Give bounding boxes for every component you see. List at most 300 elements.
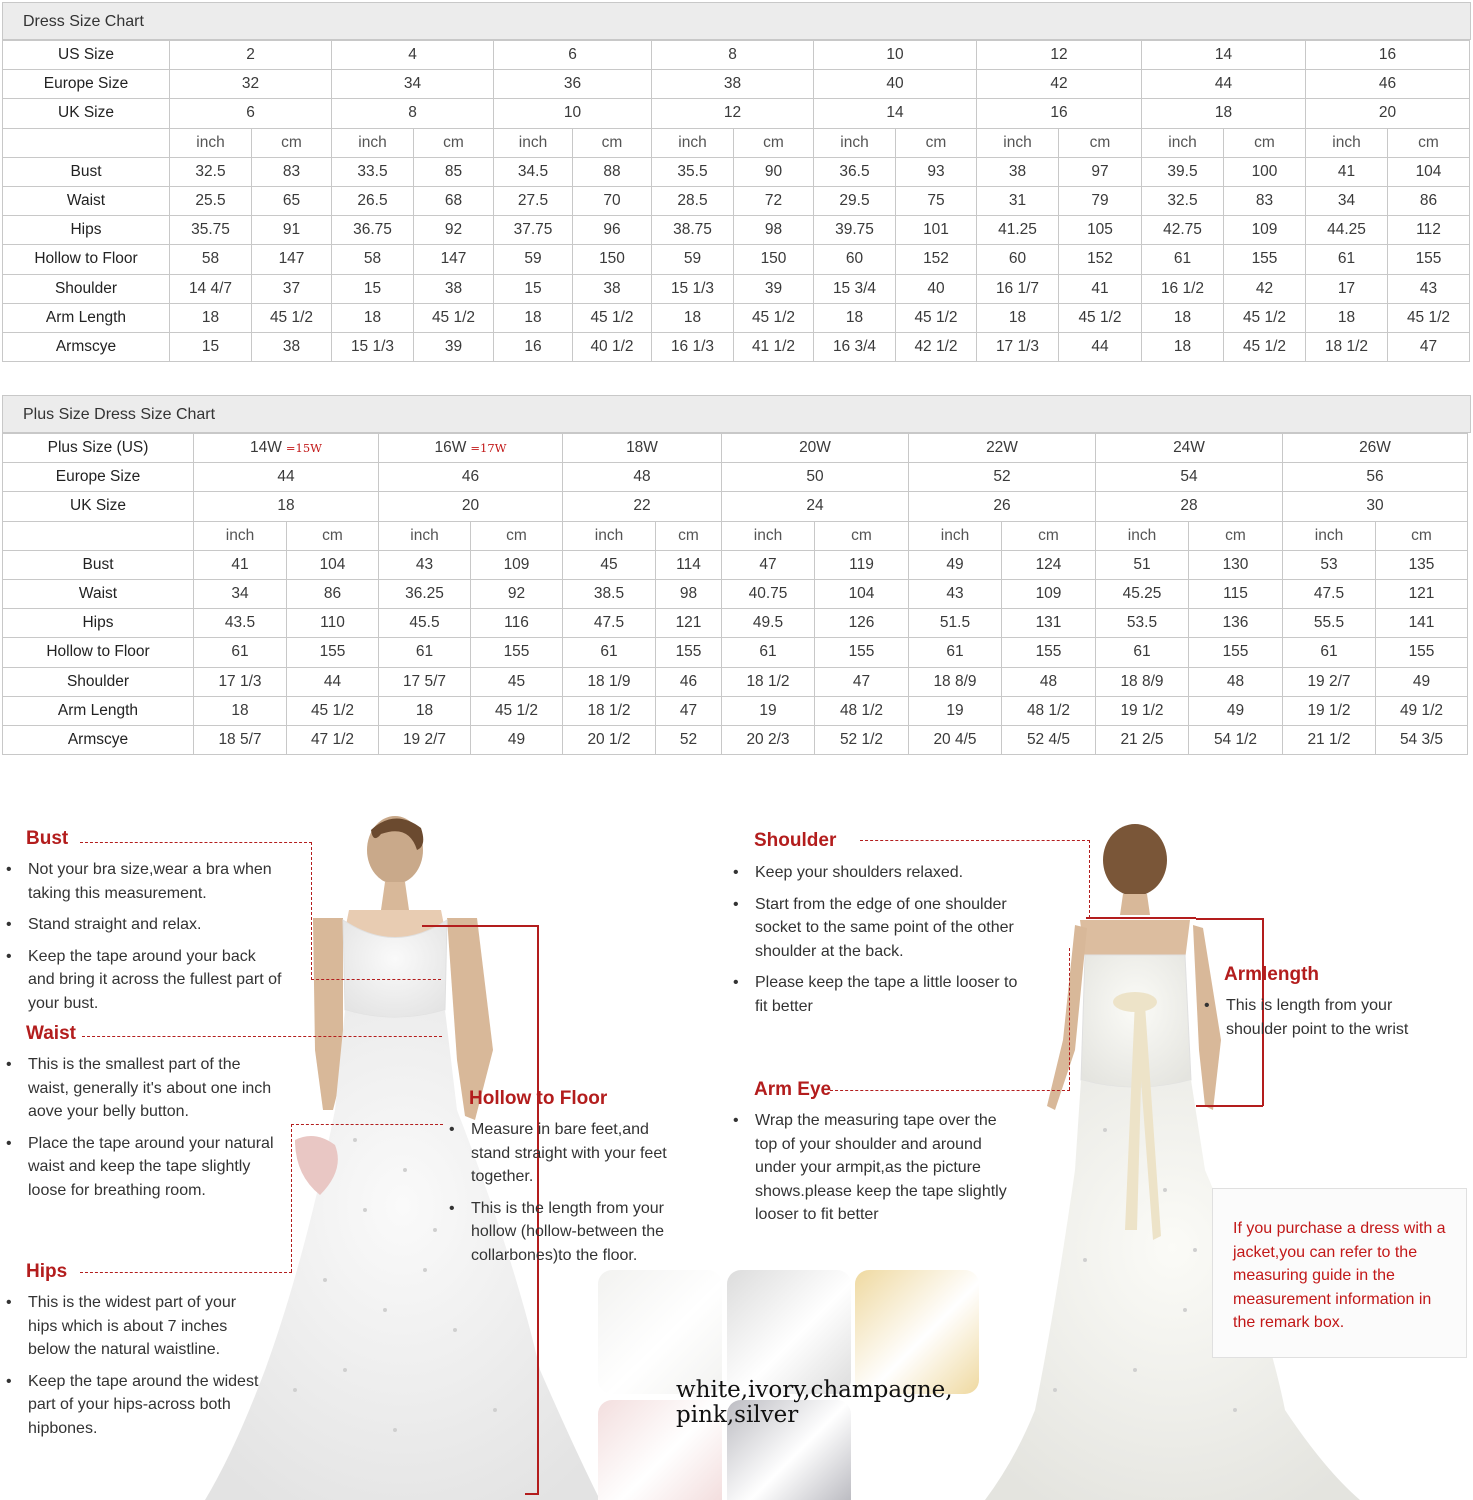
- measurement-cell: 17 1/3: [194, 667, 287, 696]
- size-cell: 10: [494, 99, 652, 128]
- row-label: UK Size: [3, 99, 170, 128]
- shoulder-leader-drop: [1089, 840, 1090, 918]
- measurement-cell: 35.75: [170, 216, 252, 245]
- size-cell: 48: [563, 463, 722, 492]
- waist-leader-line: [82, 1036, 442, 1037]
- measurement-cell: 18 8/9: [1096, 667, 1189, 696]
- measurement-cell: 58: [170, 245, 252, 274]
- measurement-cell: 18: [170, 303, 252, 332]
- size-cell: [194, 434, 379, 463]
- size-cell: 46: [379, 463, 563, 492]
- measurement-cell: 104: [815, 579, 909, 608]
- unit-cm: cm: [287, 521, 379, 550]
- plus-size-table: [2, 433, 1468, 755]
- armlength-title: Armlength: [1224, 964, 1319, 985]
- measurement-cell: 38: [252, 332, 332, 361]
- measurement-cell: 45 1/2: [1224, 332, 1306, 361]
- armlength-list: [1202, 994, 1442, 1049]
- measurement-cell: 47: [815, 667, 909, 696]
- list-item: • Wrap the measuring tape over the top of your shoulder and around under your armpit,as the picture shows.please keep the tape slightly looser to fit better: [733, 1112, 1007, 1223]
- measurement-cell: 16 1/3: [652, 332, 734, 361]
- size-equivalent-note: =17W: [470, 441, 507, 456]
- unit-inch: inch: [722, 521, 815, 550]
- measurement-cell: 38: [414, 274, 494, 303]
- measurement-cell: 61: [1142, 245, 1224, 274]
- measurement-cell: 155: [287, 638, 379, 667]
- size-cell: 44: [194, 463, 379, 492]
- size-cell: 44: [1142, 70, 1306, 99]
- size-cell: 14: [814, 99, 977, 128]
- table-row: [3, 579, 1468, 608]
- measurement-cell: 155: [471, 638, 563, 667]
- units-row: [3, 128, 1470, 157]
- bust-leader-line: [80, 842, 312, 843]
- list-item: • Start from the edge of one shoulder socket to the same point of the other shoulder at the back.: [733, 895, 1014, 960]
- measurement-cell: 155: [1376, 638, 1468, 667]
- row-label: Hips: [3, 609, 194, 638]
- unit-cm: cm: [252, 128, 332, 157]
- size-cell: 4: [332, 41, 494, 70]
- measurement-cell: 18: [379, 696, 471, 725]
- list-item: • Keep your shoulders relaxed.: [733, 864, 964, 881]
- measurement-cell: 45.25: [1096, 579, 1189, 608]
- measurement-cell: 115: [1189, 579, 1283, 608]
- row-label: Armscye: [3, 725, 194, 754]
- measurement-cell: 53.5: [1096, 609, 1189, 638]
- arm-eye-title: Arm Eye: [754, 1079, 832, 1100]
- measurement-cell: 28.5: [652, 186, 734, 215]
- measurement-cell: 45 1/2: [1059, 303, 1142, 332]
- measurement-cell: 21 1/2: [1283, 725, 1376, 754]
- measurement-cell: 109: [1224, 216, 1306, 245]
- unit-cm: cm: [1059, 128, 1142, 157]
- measurement-cell: 85: [414, 157, 494, 186]
- size-cell: 34: [332, 70, 494, 99]
- measurement-cell: 61: [722, 638, 815, 667]
- measurement-cell: 101: [896, 216, 977, 245]
- measurement-cell: 18: [652, 303, 734, 332]
- measurement-cell: 150: [734, 245, 814, 274]
- back-dress-figure: [985, 810, 1365, 1500]
- measurement-cell: 33.5: [332, 157, 414, 186]
- measurement-cell: 20 1/2: [563, 725, 656, 754]
- measurement-cell: 52 1/2: [815, 725, 909, 754]
- unit-inch: inch: [1096, 521, 1189, 550]
- measurement-cell: 147: [252, 245, 332, 274]
- empty-cell: [3, 521, 194, 550]
- unit-cm: cm: [471, 521, 563, 550]
- measurement-cell: 47: [656, 696, 722, 725]
- measurement-cell: 17 1/3: [977, 332, 1059, 361]
- size-cell: 42: [977, 70, 1142, 99]
- list-item: • Measure in bare feet,and stand straight with your feet together.: [449, 1121, 667, 1185]
- unit-cm: cm: [1189, 521, 1283, 550]
- measurement-cell: 49: [1376, 667, 1468, 696]
- size-cell: 16: [1306, 41, 1470, 70]
- size-value: 18W: [626, 439, 658, 457]
- measurement-cell: 15: [170, 332, 252, 361]
- row-label: Arm Length: [3, 303, 170, 332]
- size-cell: 38: [652, 70, 814, 99]
- measurement-cell: 79: [1059, 186, 1142, 215]
- measurement-cell: 72: [734, 186, 814, 215]
- table-row: [3, 245, 1470, 274]
- size-cell: 46: [1306, 70, 1470, 99]
- measurement-cell: 29.5: [814, 186, 896, 215]
- unit-cm: cm: [1388, 128, 1470, 157]
- table-row: [3, 303, 1470, 332]
- size-cell: 12: [652, 99, 814, 128]
- measurement-cell: 35.5: [652, 157, 734, 186]
- measurement-cell: 47: [1388, 332, 1470, 361]
- measurement-cell: 18 5/7: [194, 725, 287, 754]
- shoulder-title: Shoulder: [754, 830, 837, 851]
- swatch-champagne: [855, 1270, 979, 1394]
- measurement-cell: 121: [656, 609, 722, 638]
- unit-inch: inch: [1306, 128, 1388, 157]
- size-equivalent-note: =15W: [285, 441, 322, 456]
- measurement-cell: 55.5: [1283, 609, 1376, 638]
- hollow-to-floor-list: [447, 1118, 687, 1275]
- measurement-cell: 19: [722, 696, 815, 725]
- measurement-cell: 43: [379, 550, 471, 579]
- measurement-cell: 45 1/2: [471, 696, 563, 725]
- measurement-cell: 45 1/2: [896, 303, 977, 332]
- measurement-cell: 155: [1388, 245, 1470, 274]
- size-cell: 2: [170, 41, 332, 70]
- measurement-cell: 124: [1002, 550, 1096, 579]
- size-cell: 14: [1142, 41, 1306, 70]
- measurement-cell: 61: [1306, 245, 1388, 274]
- measurement-cell: 34: [194, 579, 287, 608]
- measurement-cell: 43.5: [194, 609, 287, 638]
- size-cell: 36: [494, 70, 652, 99]
- measurement-cell: 19 2/7: [1283, 667, 1376, 696]
- size-cell: 18: [194, 492, 379, 521]
- measurement-cell: 18: [977, 303, 1059, 332]
- measurement-cell: 16: [494, 332, 573, 361]
- measurement-cell: 18 1/2: [1306, 332, 1388, 361]
- row-label: Hollow to Floor: [3, 245, 170, 274]
- unit-cm: cm: [1002, 521, 1096, 550]
- table-row: [3, 696, 1468, 725]
- measurement-cell: 15 1/3: [332, 332, 414, 361]
- measurement-cell: 70: [573, 186, 652, 215]
- row-label: Shoulder: [3, 667, 194, 696]
- table-row: [3, 638, 1468, 667]
- measurement-cell: 44.25: [1306, 216, 1388, 245]
- measurement-cell: 105: [1059, 216, 1142, 245]
- table-row: [3, 725, 1468, 754]
- measurement-cell: 119: [815, 550, 909, 579]
- measurement-cell: 21 2/5: [1096, 725, 1189, 754]
- size-value: 20W: [799, 439, 831, 457]
- row-label: Shoulder: [3, 274, 170, 303]
- dress-size-chart: [2, 2, 1471, 362]
- measurement-cell: 44: [1059, 332, 1142, 361]
- measurement-cell: 136: [1189, 609, 1283, 638]
- measurement-cell: 91: [252, 216, 332, 245]
- measurement-cell: 43: [1388, 274, 1470, 303]
- size-cell: 6: [494, 41, 652, 70]
- measurement-cell: 92: [414, 216, 494, 245]
- measurement-cell: 45 1/2: [414, 303, 494, 332]
- table-row: [3, 99, 1470, 128]
- unit-inch: inch: [909, 521, 1002, 550]
- list-item: • This is the smallest part of the waist, generally it's about one inch aove your belly button.: [6, 1056, 272, 1120]
- swatch-white: [598, 1270, 722, 1394]
- measurement-cell: 104: [1388, 157, 1470, 186]
- measurement-cell: 16 3/4: [814, 332, 896, 361]
- measurement-cell: 37.75: [494, 216, 573, 245]
- measurement-cell: 47.5: [1283, 579, 1376, 608]
- measurement-cell: 141: [1376, 609, 1468, 638]
- measurement-cell: 41: [1059, 274, 1142, 303]
- measurement-cell: 32.5: [1142, 186, 1224, 215]
- measurement-cell: 41.25: [977, 216, 1059, 245]
- size-cell: 28: [1096, 492, 1283, 521]
- measurement-cell: 18: [1306, 303, 1388, 332]
- hips-leader-top: [291, 1124, 443, 1125]
- hips-list: [4, 1291, 266, 1448]
- measurement-cell: 147: [414, 245, 494, 274]
- measurement-cell: 83: [252, 157, 332, 186]
- measurement-cell: 104: [287, 550, 379, 579]
- unit-cm: cm: [656, 521, 722, 550]
- measurement-cell: 109: [1002, 579, 1096, 608]
- measurement-cell: 36.25: [379, 579, 471, 608]
- measurement-cell: 18: [194, 696, 287, 725]
- measurement-cell: 88: [573, 157, 652, 186]
- measurement-cell: 116: [471, 609, 563, 638]
- row-label: UK Size: [3, 492, 194, 521]
- measurement-cell: 45: [563, 550, 656, 579]
- measurement-cell: 42.75: [1142, 216, 1224, 245]
- color-options-line1: white,ivory,champagne,: [676, 1377, 953, 1403]
- measurement-cell: 109: [471, 550, 563, 579]
- measurement-cell: 19: [909, 696, 1002, 725]
- measurement-cell: 43: [909, 579, 1002, 608]
- measurement-cell: 60: [977, 245, 1059, 274]
- hips-title: Hips: [26, 1261, 68, 1282]
- list-item: • Stand straight and relax.: [6, 916, 202, 933]
- size-cell: 56: [1283, 463, 1468, 492]
- measurement-cell: 98: [734, 216, 814, 245]
- unit-inch: inch: [332, 128, 414, 157]
- shoulder-line: [1086, 917, 1196, 919]
- measurement-cell: 52: [656, 725, 722, 754]
- row-label: Plus Size (US): [3, 434, 194, 463]
- measurement-cell: 61: [1096, 638, 1189, 667]
- measurement-cell: 152: [1059, 245, 1142, 274]
- measurement-cell: 37: [252, 274, 332, 303]
- table-row: [3, 609, 1468, 638]
- measurement-cell: 41 1/2: [734, 332, 814, 361]
- measurement-cell: 16 1/2: [1142, 274, 1224, 303]
- row-label: Hollow to Floor: [3, 638, 194, 667]
- row-label: Bust: [3, 550, 194, 579]
- measurement-cell: 15 3/4: [814, 274, 896, 303]
- chart-title: Dress Size Chart: [2, 2, 1471, 40]
- table-row: [3, 434, 1468, 463]
- measurement-cell: 98: [656, 579, 722, 608]
- measurement-cell: 40.75: [722, 579, 815, 608]
- measurement-cell: 39.5: [1142, 157, 1224, 186]
- table-row: [3, 274, 1470, 303]
- measurement-cell: 49: [909, 550, 1002, 579]
- empty-cell: [3, 128, 170, 157]
- measurement-cell: 27.5: [494, 186, 573, 215]
- measurement-cell: 15: [494, 274, 573, 303]
- swatch-ivory: [727, 1270, 851, 1394]
- measurement-cell: 112: [1388, 216, 1470, 245]
- size-cell: 16: [977, 99, 1142, 128]
- measurement-cell: 45 1/2: [1388, 303, 1470, 332]
- color-options-line2: pink,silver: [676, 1402, 799, 1428]
- measurement-cell: 100: [1224, 157, 1306, 186]
- measurement-cell: 42 1/2: [896, 332, 977, 361]
- unit-inch: inch: [379, 521, 471, 550]
- measurement-cell: 48 1/2: [1002, 696, 1096, 725]
- measurement-cell: 130: [1189, 550, 1283, 579]
- size-cell: 22: [563, 492, 722, 521]
- measurement-cell: 126: [815, 609, 909, 638]
- measurement-cell: 48 1/2: [815, 696, 909, 725]
- size-cell: 30: [1283, 492, 1468, 521]
- measurement-cell: 92: [471, 579, 563, 608]
- dress-size-table: [2, 40, 1470, 362]
- measurement-cell: 97: [1059, 157, 1142, 186]
- unit-cm: cm: [734, 128, 814, 157]
- measurement-cell: 18: [494, 303, 573, 332]
- unit-inch: inch: [170, 128, 252, 157]
- plus-size-chart: [2, 395, 1471, 755]
- measurement-cell: 155: [656, 638, 722, 667]
- measurement-cell: 18 1/2: [563, 696, 656, 725]
- measurement-cell: 20 4/5: [909, 725, 1002, 754]
- chart-title: Plus Size Dress Size Chart: [2, 395, 1471, 433]
- measurement-cell: 49 1/2: [1376, 696, 1468, 725]
- measurement-cell: 90: [734, 157, 814, 186]
- size-cell: 12: [977, 41, 1142, 70]
- measurement-cell: 16 1/7: [977, 274, 1059, 303]
- measurement-cell: 19 2/7: [379, 725, 471, 754]
- size-cell: 24: [722, 492, 909, 521]
- measurement-cell: 31: [977, 186, 1059, 215]
- list-item: • Please keep the tape a little looser to fit better: [733, 974, 1018, 1015]
- measurement-cell: 51: [1096, 550, 1189, 579]
- measurement-cell: 86: [1388, 186, 1470, 215]
- hollow-to-floor-title: Hollow to Floor: [469, 1088, 608, 1109]
- measurement-cell: 45 1/2: [252, 303, 332, 332]
- bust-leader-drop: [311, 842, 312, 980]
- table-row: [3, 332, 1470, 361]
- hips-leader-rise: [291, 1124, 292, 1272]
- unit-cm: cm: [1376, 521, 1468, 550]
- list-item: • Not your bra size,wear a bra when taking this measurement.: [6, 861, 272, 902]
- unit-inch: inch: [977, 128, 1059, 157]
- measurement-cell: 38: [977, 157, 1059, 186]
- row-label: Waist: [3, 186, 170, 215]
- size-cell: 50: [722, 463, 909, 492]
- measurement-cell: 39.75: [814, 216, 896, 245]
- measurement-cell: 18 8/9: [909, 667, 1002, 696]
- measurement-cell: 61: [379, 638, 471, 667]
- size-value: 14W: [250, 439, 282, 457]
- unit-inch: inch: [194, 521, 287, 550]
- measurement-cell: 19 1/2: [1096, 696, 1189, 725]
- measurement-cell: 45 1/2: [573, 303, 652, 332]
- measurement-cell: 96: [573, 216, 652, 245]
- table-row: [3, 216, 1470, 245]
- size-cell: [1283, 434, 1468, 463]
- measurement-cell: 19 1/2: [1283, 696, 1376, 725]
- size-cell: 10: [814, 41, 977, 70]
- measurement-cell: 155: [815, 638, 909, 667]
- hips-leader-line: [80, 1272, 292, 1273]
- arm-eye-list: [731, 1109, 1021, 1235]
- measurement-cell: 26.5: [332, 186, 414, 215]
- jacket-remark-note: If you purchase a dress with a jacket,you can refer to the measuring guide in the measurement information in the remark box.: [1212, 1188, 1467, 1358]
- measurement-cell: 61: [194, 638, 287, 667]
- measurement-cell: 110: [287, 609, 379, 638]
- measurement-cell: 14 4/7: [170, 274, 252, 303]
- size-value: 16W: [434, 439, 467, 457]
- measurement-cell: 49: [1189, 696, 1283, 725]
- measurement-cell: 17: [1306, 274, 1388, 303]
- list-item: • This is the widest part of your hips which is about 7 inches below the natural waistline.: [6, 1294, 237, 1358]
- measurement-cell: 65: [252, 186, 332, 215]
- size-cell: 26: [909, 492, 1096, 521]
- table-row: [3, 186, 1470, 215]
- measurement-cell: 45 1/2: [287, 696, 379, 725]
- measurement-cell: 45.5: [379, 609, 471, 638]
- size-cell: 20: [1306, 99, 1470, 128]
- measurement-cell: 48: [1002, 667, 1096, 696]
- measurement-cell: 40: [896, 274, 977, 303]
- table-row: [3, 463, 1468, 492]
- measurement-cell: 83: [1224, 186, 1306, 215]
- unit-inch: inch: [563, 521, 656, 550]
- measurement-cell: 53: [1283, 550, 1376, 579]
- size-cell: [722, 434, 909, 463]
- measurement-cell: 45 1/2: [1224, 303, 1306, 332]
- list-item: • Place the tape around your natural waist and keep the tape slightly loose for breathing room.: [6, 1134, 274, 1199]
- list-item: • This is length from your shoulder point to the wrist: [1204, 997, 1409, 1038]
- measurement-cell: 51.5: [909, 609, 1002, 638]
- size-value: 24W: [1173, 439, 1205, 457]
- size-cell: [563, 434, 722, 463]
- measurement-cell: 44: [287, 667, 379, 696]
- measurement-cell: 38.5: [563, 579, 656, 608]
- size-cell: 54: [1096, 463, 1283, 492]
- armeye-leader-rise: [1069, 948, 1070, 1090]
- unit-cm: cm: [815, 521, 909, 550]
- measurement-cell: 18 1/2: [722, 667, 815, 696]
- size-cell: [379, 434, 563, 463]
- measurement-cell: 47.5: [563, 609, 656, 638]
- measurement-cell: 59: [494, 245, 573, 274]
- measurement-cell: 34: [1306, 186, 1388, 215]
- table-row: [3, 157, 1470, 186]
- measurement-cell: 38: [573, 274, 652, 303]
- size-cell: 8: [332, 99, 494, 128]
- measurement-cell: 61: [909, 638, 1002, 667]
- measurement-cell: 25.5: [170, 186, 252, 215]
- measurement-cell: 18: [814, 303, 896, 332]
- measurement-cell: 150: [573, 245, 652, 274]
- measurement-cell: 48: [1189, 667, 1283, 696]
